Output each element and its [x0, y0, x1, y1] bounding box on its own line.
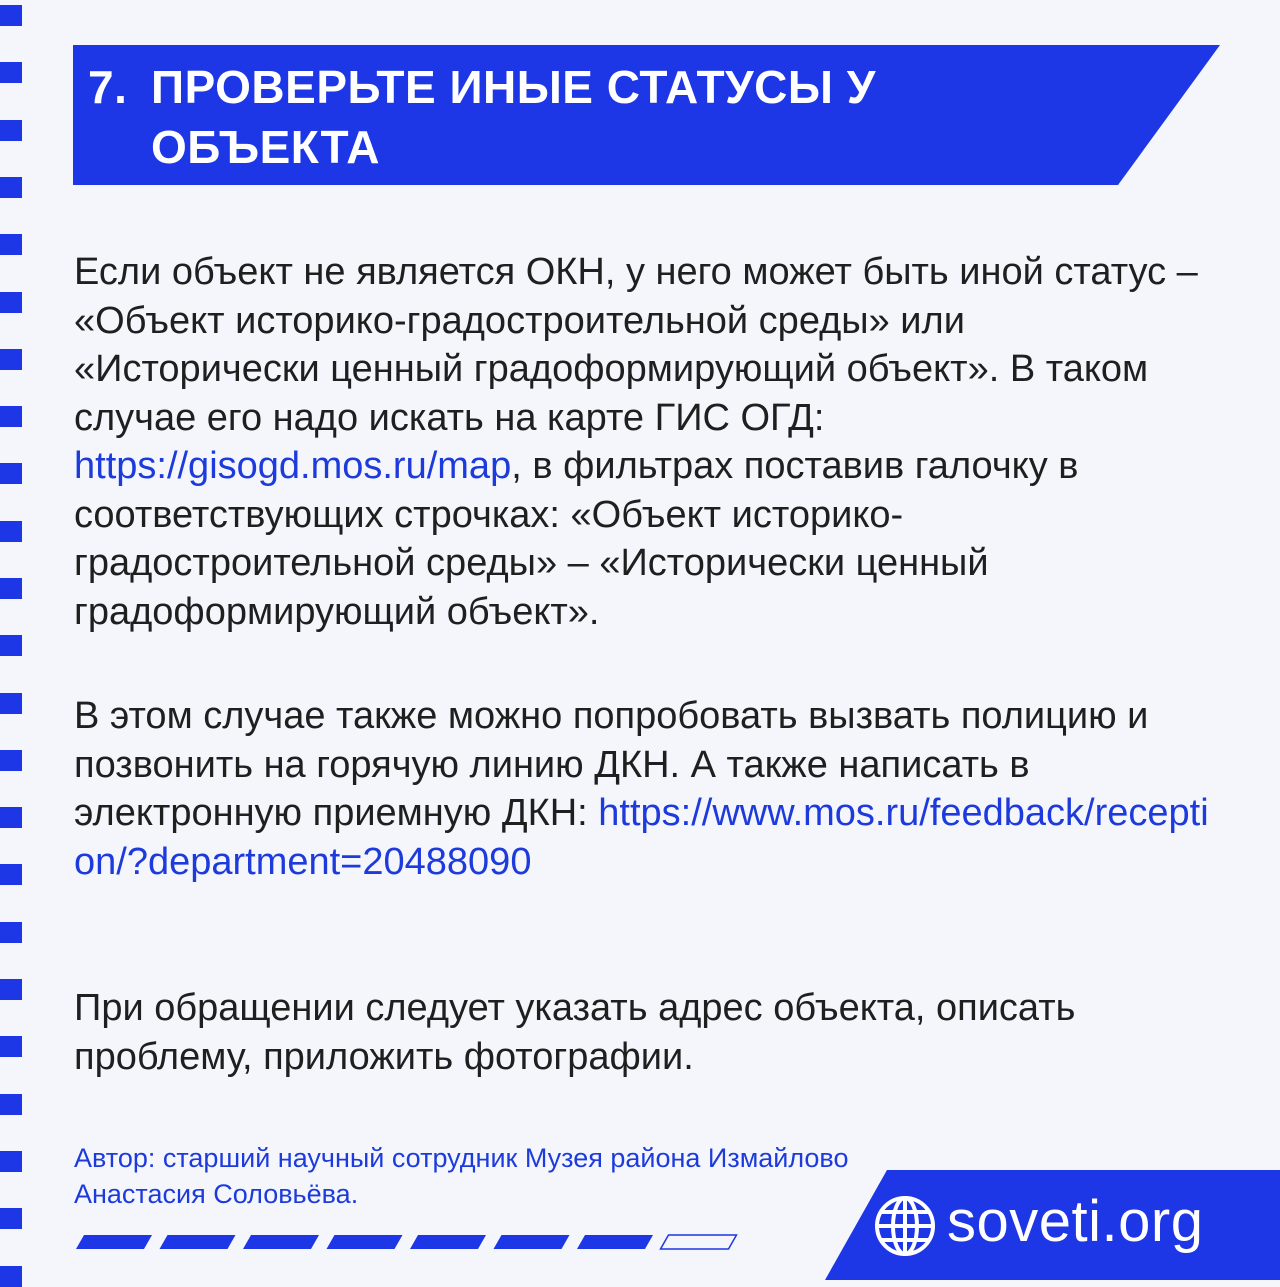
author-credit: Автор: старший научный сотрудник Музея района Измайлово Анастасия Соловьёва. — [74, 1143, 849, 1209]
edge-dash — [0, 693, 22, 714]
edge-dash — [0, 349, 22, 370]
logo-text: soveti.org — [947, 1189, 1204, 1254]
globe-icon — [873, 1194, 937, 1258]
left-dashed-border — [0, 0, 24, 1280]
paragraph-request-info: При обращении следует указать адрес объекта, описать проблему, приложить фотографии. — [74, 987, 1076, 1078]
edge-dash — [0, 177, 22, 198]
page-title: ПРОВЕРЬТЕ ИНЫЕ СТАТУСЫ У ОБЪЕКТА — [151, 61, 876, 173]
edge-dash — [0, 1094, 22, 1115]
progress-dash-filled — [160, 1235, 236, 1249]
reception-link-text: https://www.mos.ru/feedback/reception/?department=20488090 — [74, 792, 1209, 883]
edge-dash — [0, 120, 22, 141]
progress-dash-filled — [577, 1235, 653, 1249]
edge-dash — [0, 5, 22, 26]
edge-dash — [0, 62, 22, 83]
edge-dash — [0, 1151, 22, 1172]
edge-dash — [0, 922, 22, 943]
paragraph-text: Если объект не является ОКН, у него может быть иной статус – «Объект историко-градостроительной среды» или «Исторически ценный градоформирующий объект». В таком случае его надо искать на карте ГИС ОГД: — [74, 251, 1198, 439]
paragraph-status-info — [74, 248, 1214, 636]
edge-dash — [0, 292, 22, 313]
progress-dash-filled — [243, 1235, 319, 1249]
site-logo[interactable] — [825, 1170, 1280, 1280]
gisogd-map-link[interactable]: https://gisogd.mos.ru/map — [74, 445, 512, 487]
edge-dash — [0, 979, 22, 1000]
edge-dash — [0, 1208, 22, 1229]
progress-dash-filled — [494, 1235, 570, 1249]
slide-progress-indicator — [74, 1234, 744, 1252]
edge-dash — [0, 750, 22, 771]
paragraph-text: В этом случае также можно попробовать вызвать полицию и позвонить на горячую линию ДКН. А также написать в электронную приемную ДКН: — [74, 695, 1149, 834]
edge-dash — [0, 406, 22, 427]
paragraph-police-info — [74, 692, 1214, 886]
step-number: 7. — [88, 61, 128, 113]
edge-dash — [0, 864, 22, 885]
edge-dash — [0, 807, 22, 828]
edge-dash — [0, 578, 22, 599]
progress-dash-filled — [410, 1235, 486, 1249]
header-banner — [73, 45, 1220, 185]
progress-dash-filled — [76, 1235, 152, 1249]
edge-dash — [0, 1036, 22, 1057]
edge-dash — [0, 521, 22, 542]
edge-dash — [0, 1266, 22, 1287]
edge-dash — [0, 463, 22, 484]
paragraph-text: , в фильтрах поставив галочку в соответствующих строчках: «Объект историко-градостроительной среды» – «Исторически ценный градоформирующий объект». — [74, 445, 1079, 633]
progress-dash-empty — [661, 1235, 737, 1249]
edge-dash — [0, 635, 22, 656]
progress-dash-filled — [327, 1235, 403, 1249]
edge-dash — [0, 234, 22, 255]
